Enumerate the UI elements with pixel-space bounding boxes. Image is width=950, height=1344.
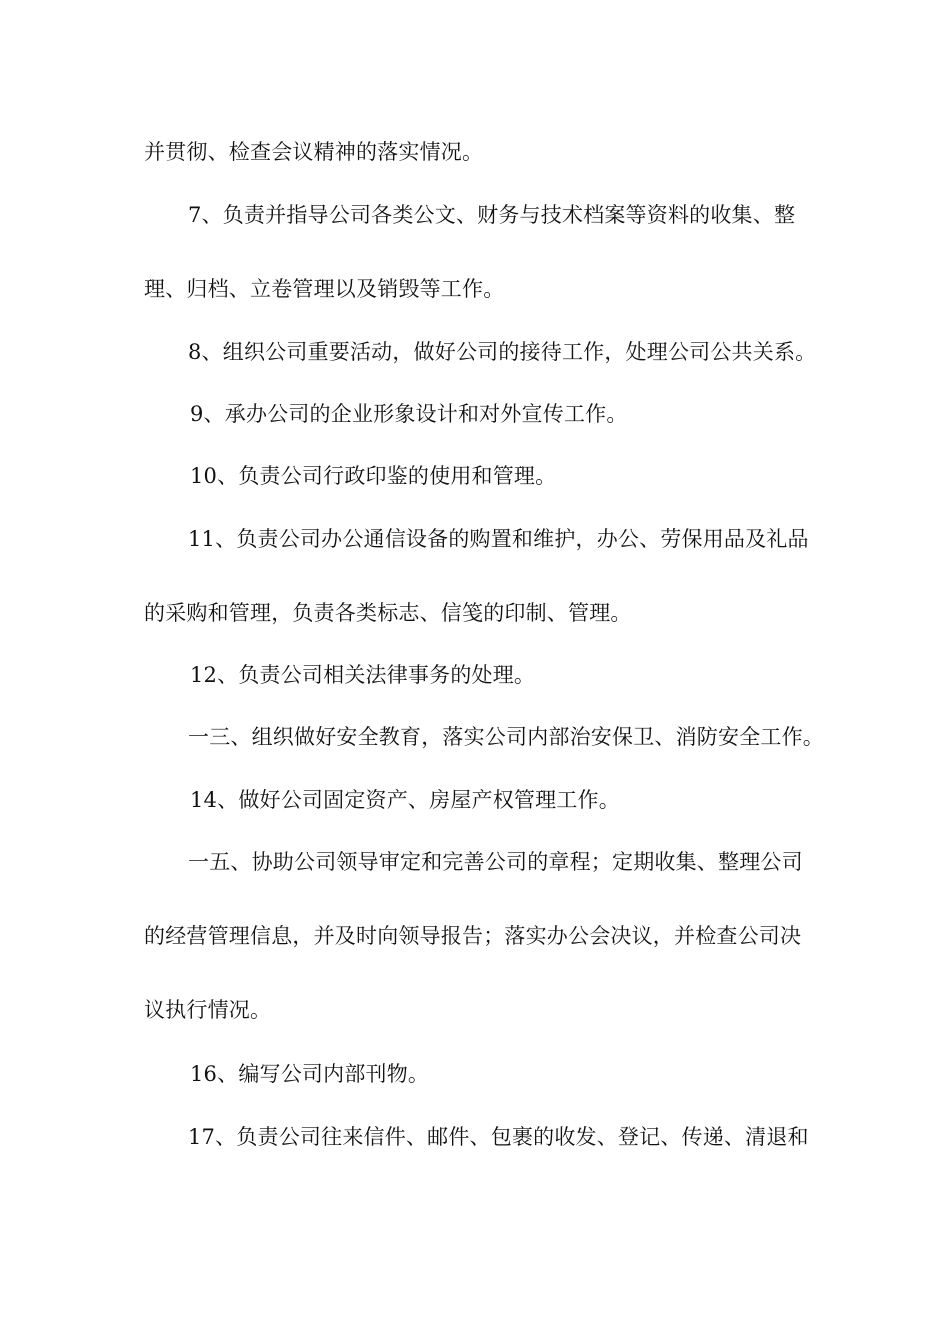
text-line: 11、负责公司办公通信设备的购置和维护，办公、劳保用品及礼品 <box>188 527 809 551</box>
text-line: 7、负责并指导公司各类公文、财务与技术档案等资料的收集、整 <box>188 203 796 227</box>
text-line: 16、编写公司内部刊物。 <box>190 1062 430 1086</box>
text-line: 议执行情况。 <box>144 998 272 1022</box>
text-line: 8、组织公司重要活动，做好公司的接待工作，处理公司公共关系。 <box>188 340 817 364</box>
text-line: 10、负责公司行政印鉴的使用和管理。 <box>190 464 557 488</box>
text-line: 一三、组织做好安全教育，落实公司内部治安保卫、消防安全工作。 <box>188 725 824 749</box>
text-line: 的经营管理信息，并及时向领导报告；落实办公会决议，并检查公司决 <box>144 924 802 948</box>
text-line: 理、归档、立卷管理以及销毁等工作。 <box>144 277 505 301</box>
text-line: 12、负责公司相关法律事务的处理。 <box>190 663 536 687</box>
text-line: 17、负责公司往来信件、邮件、包裹的收发、登记、传递、清退和 <box>188 1125 809 1149</box>
text-line: 并贯彻、检查会议精神的落实情况。 <box>144 140 484 164</box>
text-line: 一五、协助公司领导审定和完善公司的章程；定期收集、整理公司 <box>188 850 803 874</box>
text-line: 14、做好公司固定资产、房屋产权管理工作。 <box>190 788 620 812</box>
text-line: 的采购和管理，负责各类标志、信笺的印制、管理。 <box>144 601 632 625</box>
text-line: 9、承办公司的企业形象设计和对外宣传工作。 <box>190 402 628 426</box>
